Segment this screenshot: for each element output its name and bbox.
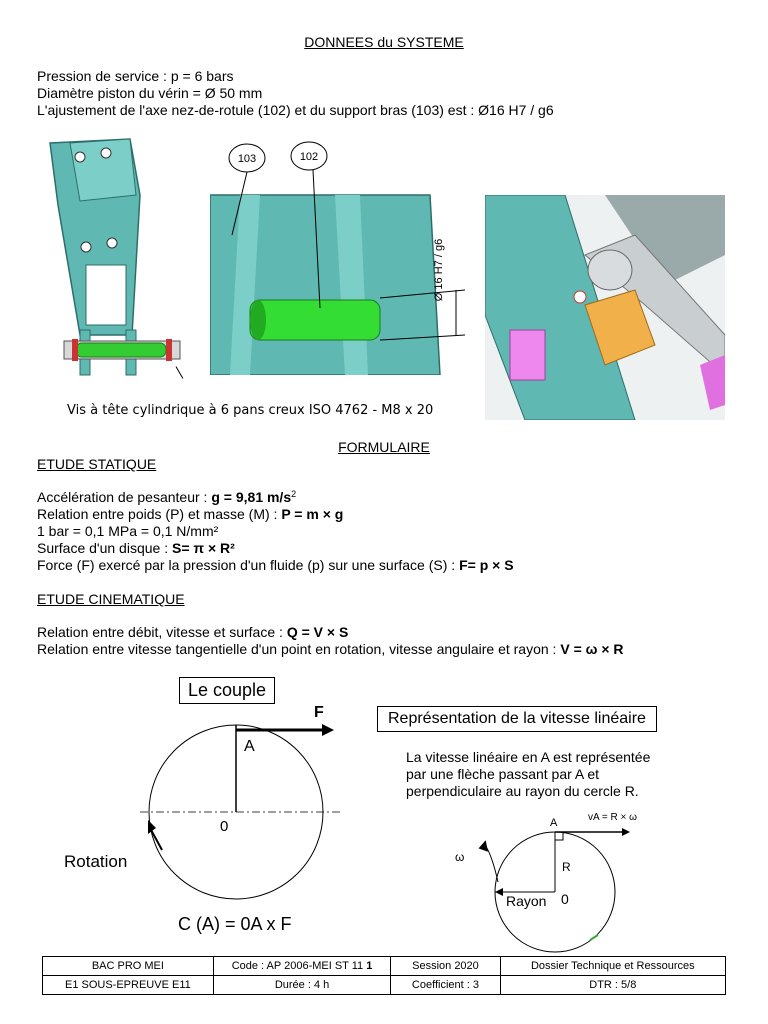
omega-label: ω (455, 850, 465, 864)
footer-subexam: E1 SOUS-EPREUVE E11 (43, 976, 214, 995)
origin-label: 0 (220, 818, 229, 835)
vitesse-origin-label: 0 (561, 891, 569, 907)
vitesse-desc-line3: perpendiculaire au rayon du cercle R. (406, 783, 639, 799)
couple-diagram (60, 700, 360, 950)
cinematique-heading: ETUDE CINEMATIQUE (37, 591, 185, 607)
footer-row (43, 976, 726, 995)
force-line: Force (F) exercé par la pression d'un fluide (p) sur une surface (S) : F= p × S (37, 557, 514, 573)
footer-session: Session 2020 (391, 957, 500, 976)
footer-duration: Durée : 4 h (213, 976, 391, 995)
flow-line: Relation entre débit, vitesse et surface : Q = V × S (37, 624, 349, 640)
couple-formula: C (A) = 0A x F (178, 914, 292, 934)
footer-page: DTR : 5/8 (500, 976, 725, 995)
tangential-speed-line: Relation entre vitesse tangentielle d'un point en rotation, vitesse angulaire et rayon : V = ω × R (37, 641, 624, 657)
vitesse-point-A: A (550, 817, 558, 829)
couple-title: Le couple (179, 677, 275, 704)
formulaire-title: FORMULAIRE (338, 439, 430, 455)
footer-row (43, 957, 726, 976)
point-A-label: A (244, 738, 255, 755)
footer-table (42, 956, 726, 995)
vitesse-description (406, 749, 650, 800)
dimension-label: Ø 16 H7 / g6 (433, 238, 445, 302)
screw-caption: Vis à tête cylindrique à 6 pans creux ISO 4762 - M8 x 20 (67, 403, 434, 418)
weight-line: Relation entre poids (P) et masse (M) : P = m × g (37, 506, 344, 522)
statique-heading: ETUDE STATIQUE (37, 456, 157, 472)
rayon-label: Rayon (506, 893, 547, 909)
rotation-label: Rotation (64, 852, 128, 871)
disk-surface-line: Surface d'un disque : S= π × R² (37, 540, 235, 556)
footer-code: Code : AP 2006-MEI ST 11 1 (213, 957, 391, 976)
pressure-unit-line: 1 bar = 0,1 MPa = 0,1 N/mm² (37, 523, 219, 539)
force-F-label: F (314, 704, 324, 721)
label-102: 102 (299, 151, 319, 163)
vA-formula: vA = R × ω (588, 812, 637, 823)
vitesse-diagram (440, 810, 680, 955)
piston-diameter-line: Diamètre piston du vérin = Ø 50 mm (37, 85, 263, 101)
rod-end-3d-view (485, 195, 725, 420)
radius-R-label: R (562, 860, 571, 874)
footer-coefficient: Coefficient : 3 (391, 976, 500, 995)
footer-exam: BAC PRO MEI (43, 957, 214, 976)
label-103: 103 (237, 153, 257, 165)
fit-line: L'ajustement de l'axe nez-de-rotule (102) et du support bras (103) est : Ø16 H7 / g6 (37, 102, 554, 118)
page-title: DONNEES du SYSTEME (304, 34, 464, 50)
bracket-assembly-drawing (40, 135, 200, 385)
pressure-line: Pression de service : p = 6 bars (37, 68, 234, 84)
vitesse-desc-line1: La vitesse linéaire en A est représentée (406, 749, 651, 765)
axis-fit-drawing (210, 140, 480, 375)
vitesse-title: Représentation de la vitesse linéaire (377, 706, 657, 732)
footer-dossier: Dossier Technique et Ressources (500, 957, 725, 976)
gravity-line: Accélération de pesanteur : g = 9,81 $m/s^2$ (37, 489, 297, 505)
vitesse-desc-line2: par une flèche passant par A et (406, 766, 600, 782)
